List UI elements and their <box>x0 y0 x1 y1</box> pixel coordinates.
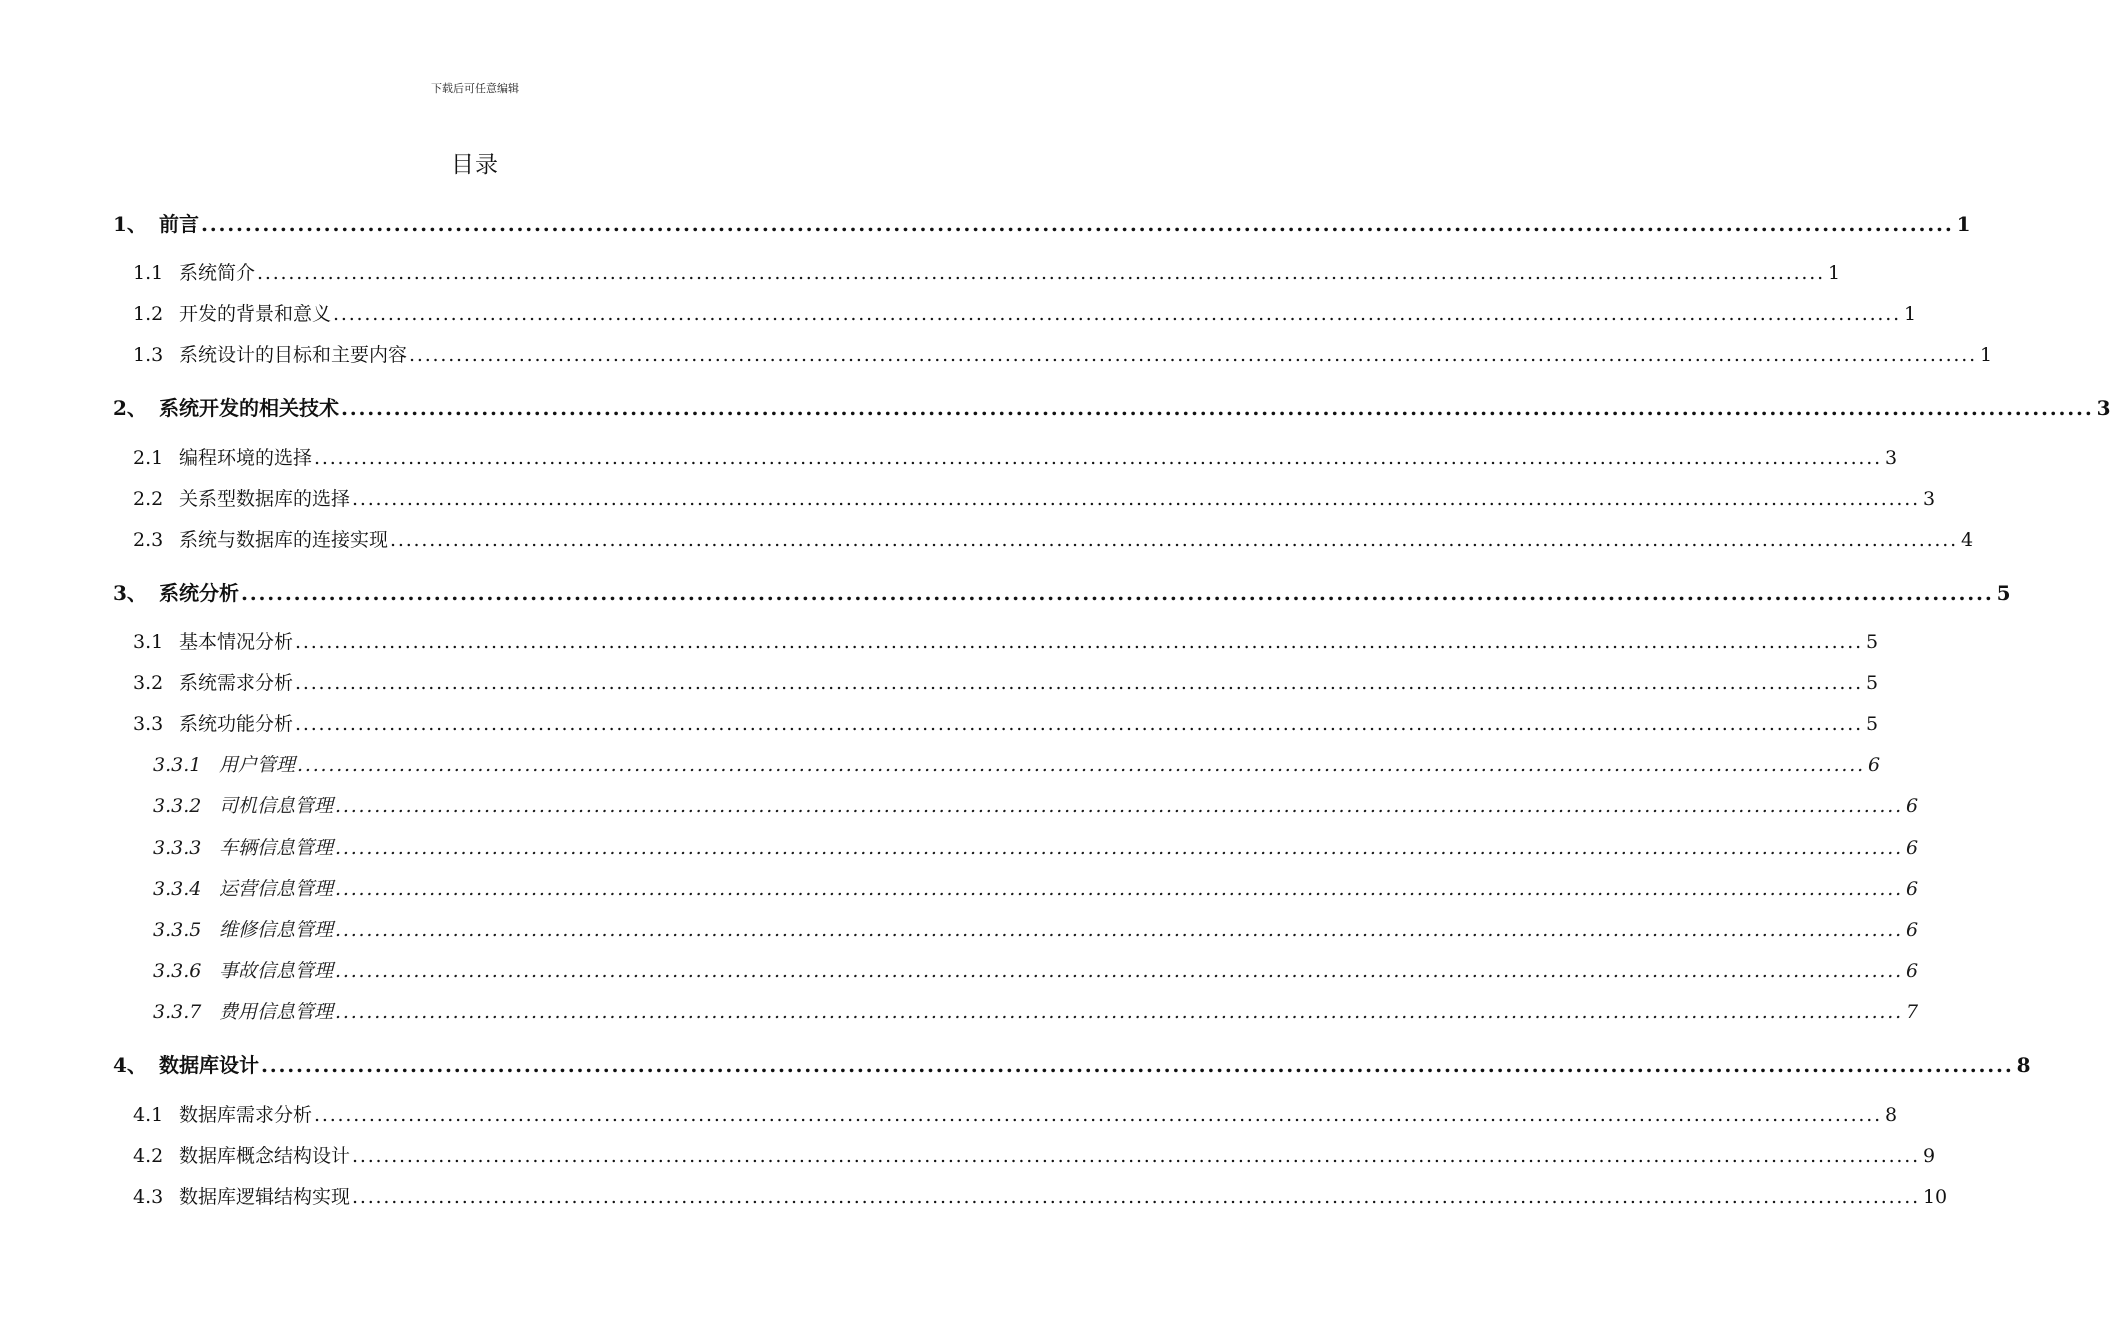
toc-entry-text: 基本情况分析 <box>179 631 294 653</box>
toc-entry-number: 3.3.2 <box>153 795 202 817</box>
toc-page-number: 3 <box>1884 447 1898 469</box>
toc-entry-text: 数据库需求分析 <box>179 1104 313 1126</box>
toc-leader-dots: ........................................................................................................................................................................................................ <box>335 837 1903 859</box>
toc-leader-dots: ........................................................................................................................................................................................................ <box>257 262 1825 284</box>
toc-entry-text: 车辆信息管理 <box>219 837 334 859</box>
toc-entry[interactable] <box>153 750 1881 777</box>
toc-entry-number: 2.3 <box>133 529 164 551</box>
toc-entry-text: 系统功能分析 <box>179 713 294 735</box>
toc-entry[interactable] <box>153 997 1919 1024</box>
toc-page-number: 5 <box>1865 713 1879 735</box>
toc-entry-text: 关系型数据库的选择 <box>179 488 351 510</box>
toc-entry[interactable] <box>133 1141 1936 1168</box>
toc-entry[interactable] <box>153 791 1919 818</box>
toc-page-number: 6 <box>1867 754 1881 776</box>
toc-title: 目录 <box>451 152 499 178</box>
toc-entry-label <box>133 1100 312 1127</box>
toc-entry-label <box>133 668 293 695</box>
toc-entry-text: 用户管理 <box>219 754 296 776</box>
toc-entry-label <box>153 956 333 983</box>
toc-entry-label <box>153 791 333 818</box>
toc-entry-label <box>133 258 255 285</box>
toc-leader-dots: ........................................................................................................................................................................................................ <box>390 529 1958 551</box>
toc-entry-label <box>153 915 333 942</box>
toc-entry[interactable] <box>113 208 1971 237</box>
toc-page-number: 10 <box>1922 1186 1948 1208</box>
toc-leader-dots: ........................................................................................................................................................................................................ <box>201 212 1954 236</box>
toc-entry-text: 系统设计的目标和主要内容 <box>179 344 408 366</box>
toc-entry-label <box>133 340 407 367</box>
toc-page-number: 8 <box>1884 1104 1898 1126</box>
toc-leader-dots: ........................................................................................................................................................................................................ <box>333 303 1901 325</box>
toc-entry-text: 费用信息管理 <box>219 1001 334 1023</box>
toc-entry-number: 1.2 <box>133 303 164 325</box>
toc-entry[interactable] <box>153 956 1919 983</box>
toc-entry[interactable] <box>133 484 1936 511</box>
toc-entry[interactable] <box>113 1049 2031 1078</box>
toc-entry[interactable] <box>133 1100 1898 1127</box>
toc-entry-number: 3.3 <box>133 713 164 735</box>
toc-entry-number: 3.2 <box>133 672 164 694</box>
toc-leader-dots: ........................................................................................................................................................................................................ <box>409 344 1977 366</box>
toc-entry-label <box>133 484 350 511</box>
toc-entry-text: 系统分析 <box>159 581 239 605</box>
toc-entry-number: 3.3.3 <box>153 837 202 859</box>
toc-entry[interactable] <box>153 874 1919 901</box>
toc-entry-label <box>133 443 312 470</box>
toc-entry[interactable] <box>133 627 1879 654</box>
toc-entry-text: 系统开发的相关技术 <box>159 396 339 420</box>
toc-entry-label <box>133 709 293 736</box>
toc-entry-text: 维修信息管理 <box>219 919 334 941</box>
toc-entry-number: 4.2 <box>133 1145 164 1167</box>
toc-entry[interactable] <box>133 525 1974 552</box>
toc-entry-number: 3.3.6 <box>153 960 202 982</box>
toc-entry-text: 系统需求分析 <box>179 672 294 694</box>
toc-page-number: 5 <box>1996 581 2011 605</box>
toc-entry-text: 事故信息管理 <box>219 960 334 982</box>
toc-entry-number: 1.1 <box>133 262 164 284</box>
toc-entry[interactable] <box>133 299 1917 326</box>
toc-leader-dots: ........................................................................................................................................................................................................ <box>261 1053 2014 1077</box>
toc-entry-text: 编程环境的选择 <box>179 447 313 469</box>
toc-entry-label <box>113 392 339 421</box>
toc-entry-label <box>153 874 333 901</box>
toc-leader-dots: ........................................................................................................................................................................................................ <box>341 396 2094 420</box>
toc-page-number: 7 <box>1905 1001 1919 1023</box>
toc-entry-number: 3、 <box>113 581 147 605</box>
toc-entry[interactable] <box>133 1182 1948 1209</box>
toc-entry-number: 2.2 <box>133 488 164 510</box>
toc-entry-number: 4.1 <box>133 1104 164 1126</box>
toc-entry[interactable] <box>133 258 1841 285</box>
toc-page-number: 6 <box>1905 795 1919 817</box>
toc-entry-number: 3.3.5 <box>153 919 202 941</box>
toc-entry-text: 司机信息管理 <box>219 795 334 817</box>
toc-entry-label <box>133 1141 350 1168</box>
toc-entry[interactable] <box>133 340 1993 367</box>
toc-leader-dots: ........................................................................................................................................................................................................ <box>314 447 1882 469</box>
toc-entry-number: 4.3 <box>133 1186 164 1208</box>
toc-entry-number: 2、 <box>113 396 147 420</box>
toc-leader-dots: ........................................................................................................................................................................................................ <box>352 1186 1920 1208</box>
toc-page-number: 4 <box>1960 529 1974 551</box>
toc-leader-dots: ........................................................................................................................................................................................................ <box>297 754 1865 776</box>
toc-entry-number: 1.3 <box>133 344 164 366</box>
toc-leader-dots: ........................................................................................................................................................................................................ <box>295 713 1863 735</box>
toc-entry-number: 4、 <box>113 1053 147 1077</box>
toc-entry-label <box>113 208 199 237</box>
toc-leader-dots: ........................................................................................................................................................................................................ <box>352 1145 1920 1167</box>
header-note: 下载后可任意编辑 <box>431 82 519 95</box>
toc-leader-dots: ........................................................................................................................................................................................................ <box>352 488 1920 510</box>
toc-entry[interactable] <box>113 577 2011 606</box>
toc-entry-number: 3.3.7 <box>153 1001 202 1023</box>
toc-entry-number: 1、 <box>113 212 147 236</box>
toc-entry-label <box>133 299 331 326</box>
toc-page-number: 5 <box>1865 631 1879 653</box>
toc-entry[interactable] <box>133 668 1879 695</box>
toc-entry-label <box>153 750 295 777</box>
toc-entry-label <box>133 1182 350 1209</box>
toc-page-number: 8 <box>2016 1053 2031 1077</box>
toc-page-number: 1 <box>1827 262 1841 284</box>
toc-page-number: 6 <box>1905 919 1919 941</box>
toc-page-number: 6 <box>1905 837 1919 859</box>
toc-page-number: 6 <box>1905 960 1919 982</box>
toc-entry-label <box>153 833 333 860</box>
toc-entry-label <box>113 1049 259 1078</box>
toc-entry-label <box>113 577 239 606</box>
toc-entry-text: 数据库逻辑结构实现 <box>179 1186 351 1208</box>
toc-page-number: 1 <box>1956 212 1971 236</box>
toc-entry-number: 2.1 <box>133 447 164 469</box>
toc-entry-number: 3.3.4 <box>153 878 202 900</box>
toc-entry-text: 系统简介 <box>179 262 256 284</box>
toc-entry-text: 数据库设计 <box>159 1053 259 1077</box>
toc-entry-text: 数据库概念结构设计 <box>179 1145 351 1167</box>
toc-leader-dots: ........................................................................................................................................................................................................ <box>335 795 1903 817</box>
toc-entry-number: 3.1 <box>133 631 164 653</box>
toc-entry-number: 3.3.1 <box>153 754 202 776</box>
toc-entry[interactable] <box>133 709 1879 736</box>
toc-page-number: 6 <box>1905 878 1919 900</box>
toc-page-number: 9 <box>1922 1145 1936 1167</box>
toc-entry[interactable] <box>113 392 2111 421</box>
toc-entry-text: 前言 <box>159 212 199 236</box>
toc-leader-dots: ........................................................................................................................................................................................................ <box>335 919 1903 941</box>
toc-entry-label <box>133 627 293 654</box>
toc-page-number: 1 <box>1903 303 1917 325</box>
toc-leader-dots: ........................................................................................................................................................................................................ <box>335 960 1903 982</box>
toc-leader-dots: ........................................................................................................................................................................................................ <box>241 581 1994 605</box>
toc-entry-text: 开发的背景和意义 <box>179 303 332 325</box>
toc-page-number: 5 <box>1865 672 1879 694</box>
toc-page-number: 1 <box>1979 344 1993 366</box>
toc-entry[interactable] <box>153 833 1919 860</box>
toc-entry-text: 系统与数据库的连接实现 <box>179 529 389 551</box>
toc-leader-dots: ........................................................................................................................................................................................................ <box>295 631 1863 653</box>
toc-page-number: 3 <box>1922 488 1936 510</box>
toc-leader-dots: ........................................................................................................................................................................................................ <box>335 878 1903 900</box>
toc-entry-label <box>153 997 333 1024</box>
toc-leader-dots: ........................................................................................................................................................................................................ <box>335 1001 1903 1023</box>
toc-leader-dots: ........................................................................................................................................................................................................ <box>314 1104 1882 1126</box>
toc-entry[interactable] <box>133 443 1898 470</box>
toc-page-number: 3 <box>2096 396 2111 420</box>
toc-entry-label <box>133 525 388 552</box>
toc-entry[interactable] <box>153 915 1919 942</box>
toc-leader-dots: ........................................................................................................................................................................................................ <box>295 672 1863 694</box>
toc-entry-text: 运营信息管理 <box>219 878 334 900</box>
